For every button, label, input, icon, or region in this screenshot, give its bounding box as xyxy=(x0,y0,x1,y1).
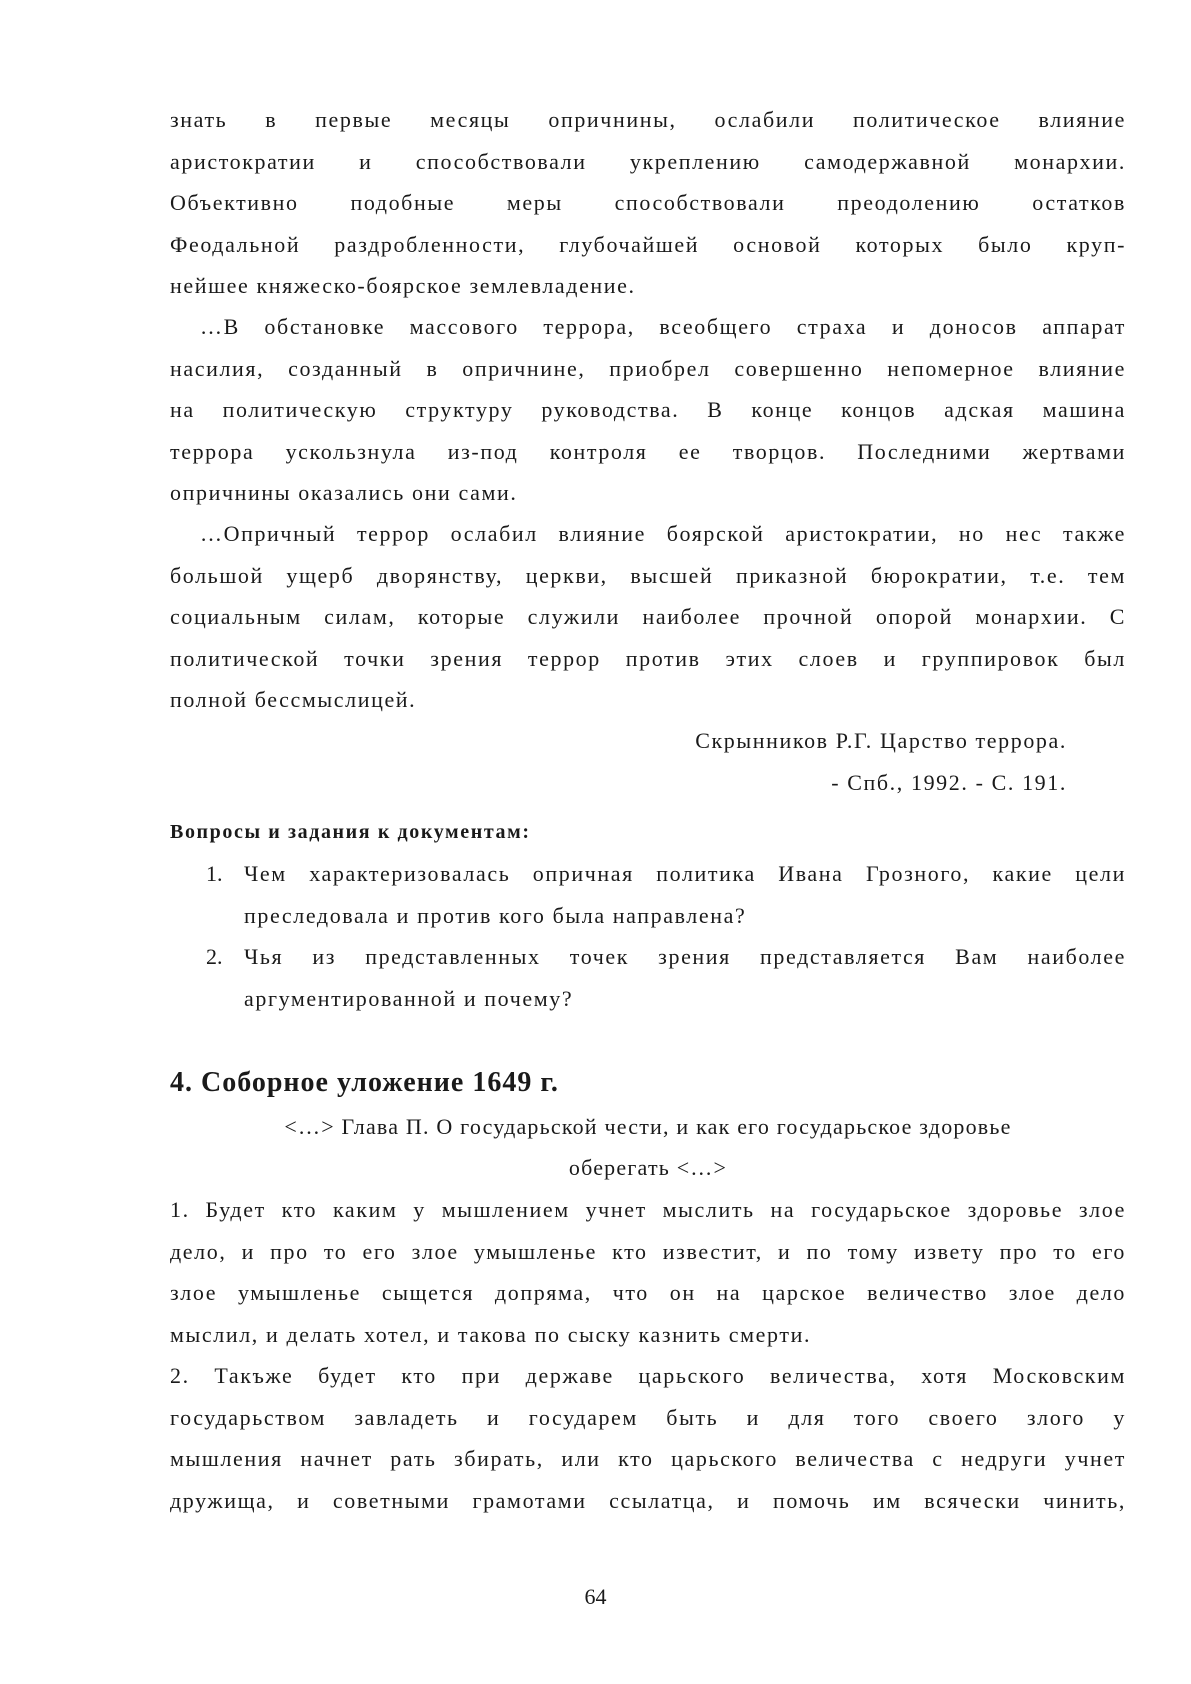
question-text-line: Чем характеризовалась опричная политика Ивана Грозного, какие цели xyxy=(244,861,1126,886)
question-item xyxy=(170,853,1126,936)
text-line: большой ущерб дворянству, церкви, высшей приказной бюрократии, т.е. тем xyxy=(170,562,1126,588)
text-line: мыслил, и делать хотел, и такова по сыску казнить смерти. xyxy=(170,1321,812,1347)
text-line: Феодальной раздробленности, глубочайшей основой которых было круп- xyxy=(170,231,1126,257)
page-number: 64 xyxy=(584,1584,607,1609)
text-line: на политическую структуру руководства. В конце концов адская машина xyxy=(170,397,1126,422)
citation-publication: - Спб., 1992. - С. 191. xyxy=(831,770,1067,795)
text-line: 2. Такъже будет кто при державе царьского величества, хотя Московским xyxy=(170,1363,1126,1388)
section-heading: 4. Соборное уложение 1649 г. xyxy=(170,1067,559,1098)
text-line: террора ускользнула из-под контроля ее творцов. Последними жертвами xyxy=(170,438,1126,464)
citation-author-title: Скрынников Р.Г. Царство террора. xyxy=(695,728,1067,753)
question-text-line: преследовала и против кого была направлена? xyxy=(244,902,747,928)
text-line: 1. Будет кто каким у мышлением учнет мыслить на государьское здоровье злое xyxy=(170,1197,1126,1222)
question-item xyxy=(170,936,1126,1019)
text-line: социальным силам, которые служили наиболее прочной опорой монархии. С xyxy=(170,604,1126,629)
text-line: полной бессмыслицей. xyxy=(170,687,417,712)
questions-heading: Вопросы и задания к документам: xyxy=(170,821,531,843)
text-line: политической точки зрения террор против этих слоев и группировок был xyxy=(170,645,1126,671)
questions-list xyxy=(170,853,1126,1019)
text-line: опричнины оказались они сами. xyxy=(170,480,518,505)
text-line: …Опричный террор ослабил влияние боярской аристократии, но нес также xyxy=(200,521,1126,546)
text-line: знать в первые месяцы опричнины, ослабили политическое влияние xyxy=(170,107,1126,132)
question-text-line: аргументированной и почему? xyxy=(244,985,574,1011)
chapter-heading-line-2: оберегать <…> xyxy=(568,1155,728,1180)
question-number: 1. xyxy=(206,861,223,886)
article-2 xyxy=(170,1355,1126,1521)
text-line: дело, и про то его злое умышленье кто известит, и по тому извету про то его xyxy=(170,1238,1126,1264)
text-line: Объективно подобные меры способствовали преодолению остатков xyxy=(170,190,1126,215)
paragraph-1 xyxy=(170,99,1126,307)
chapter-heading-line-1: <…> Глава П. О государьской чести, и как его государьское здоровье xyxy=(284,1114,1012,1139)
text-line: аристократии и способствовали укреплению самодержавной монархии. xyxy=(170,148,1126,174)
text-line: …В обстановке массового террора, всеобщего страха и доносов аппарат xyxy=(200,314,1126,339)
text-line: насилия, созданный в опричнине, приобрел совершенно непомерное влияние xyxy=(170,355,1126,381)
text-line: дружища, и советными грамотами ссылатца, и помочь им всячески чинить, xyxy=(170,1487,1126,1513)
text-line: нейшее княжеско-боярское землевладение. xyxy=(170,273,636,298)
paragraph-2 xyxy=(170,306,1126,514)
text-line: злое умышленье сыщется допряма, что он на царское величество злое дело xyxy=(170,1280,1126,1305)
text-line: мышления начнет рать збирать, или кто царьского величества с недруги учнет xyxy=(170,1446,1126,1471)
text-line: государьством завладеть и государем быть и для того своего злого у xyxy=(170,1404,1126,1430)
question-text-line: Чья из представленных точек зрения представляется Вам наиболее xyxy=(244,944,1126,969)
question-number: 2. xyxy=(206,944,223,969)
paragraph-3 xyxy=(170,513,1126,721)
article-1 xyxy=(170,1189,1126,1355)
